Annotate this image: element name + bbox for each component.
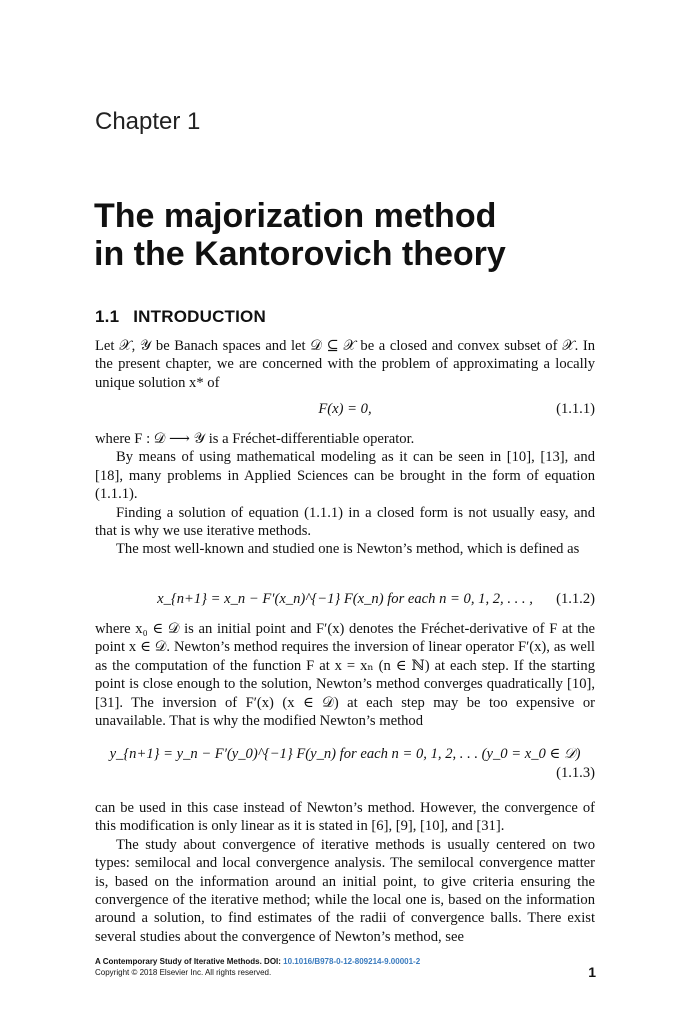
chapter-label: Chapter 1: [95, 108, 201, 135]
chapter-title: [94, 197, 506, 273]
section-heading: [95, 307, 266, 327]
paragraph-text: where x₀ ∈ 𝒟 is an initial point and F′(x) denotes the Fréchet-derivative of F at the point x ∈ 𝒟. Newton’s method requires the inversion of linear operator F′(x), as well as the computation of the function F at x = xₙ (n ∈ ℕ) at each step. If the starting point is close enough to the solution, Newton’s method converges quadratically [10], [31]. The inversion of F′(x) (x ∈ 𝒟) at each step may be too expensive or unavailable. That is why the modified Newton’s method: [95, 621, 595, 730]
chapter-title-line-2: in the Kantorovich theory: [94, 235, 506, 273]
equation-expression: x_{n+1} = x_n − F′(x_n)^{−1} F(x_n) for each n = 0, 1, 2, . . . ,: [157, 591, 533, 607]
footer-copyright: Copyright © 2018 Elsevier Inc. All rights reserved.: [95, 968, 272, 977]
footer-book-line: [95, 956, 595, 967]
equation-tag: (1.1.2): [556, 591, 595, 607]
equation-1-1-3: [95, 745, 595, 785]
paragraph-block-2: [95, 799, 595, 946]
paragraph-operator: where F : 𝒟 ⟶ 𝒴 is a Fréchet-differentiable operator.: [95, 431, 415, 447]
paragraph-text: Let 𝒳, 𝒴 be Banach spaces and let 𝒟 ⊆ 𝒳 be a closed and convex subset of 𝒳. In the present chapter, we are concerned with the problem of approximating a locally unique solution x* of: [95, 338, 595, 391]
equation-1-1-1: [95, 401, 595, 421]
paragraph-intro: [95, 337, 595, 392]
section-number: 1.1: [95, 307, 120, 326]
footer-doi-link[interactable]: 10.1016/B978-0-12-809214-9.00001-2: [283, 957, 421, 966]
equation-expression: y_{n+1} = y_n − F′(y_0)^{−1} F(y_n) for each n = 0, 1, 2, . . . (y_0 = x_0 ∈ 𝒟): [109, 746, 581, 762]
page-number: 1: [588, 964, 596, 980]
page-footer: [95, 956, 595, 978]
section-title: INTRODUCTION: [133, 307, 266, 326]
equation-expression: F(x) = 0,: [318, 401, 372, 417]
paragraph-modeling: By means of using mathematical modeling as it can be seen in [10], [13], and [18], many problems in Applied Sciences can be brought in the form of equation (1.1.1).: [95, 449, 595, 503]
footer-book-title: A Contemporary Study of Iterative Methods. DOI:: [95, 957, 284, 966]
paragraph-iterative: Finding a solution of equation (1.1.1) in a closed form is not usually easy, and that is why we use iterative methods.: [95, 504, 595, 540]
paragraph-newton-description: [95, 620, 595, 730]
equation-tag: (1.1.1): [556, 401, 595, 417]
paragraph-newton-intro: The most well-known and studied one is Newton’s method, which is defined as: [116, 541, 580, 558]
paragraph-block-1: [95, 430, 595, 559]
paragraph-modified-newton: can be used in this case instead of Newton’s method. However, the convergence of this modification is only linear as it is stated in [6], [9], [10], and [31].: [95, 800, 595, 835]
chapter-title-line-1: The majorization method: [94, 197, 497, 235]
paragraph-convergence-study: The study about convergence of iterative methods is usually centered on two types: semilocal and local convergence analysis. The semilocal convergence matter is, based on the information around an initial point, to give criteria ensuring the convergence of the iterative method; while the local one is, based on the information around a solution, to find estimates of the radii of convergence balls. There exist several studies about the convergence of Newton’s method, see: [95, 836, 595, 945]
equation-1-1-2: [95, 591, 595, 611]
equation-tag: (1.1.3): [556, 765, 595, 781]
